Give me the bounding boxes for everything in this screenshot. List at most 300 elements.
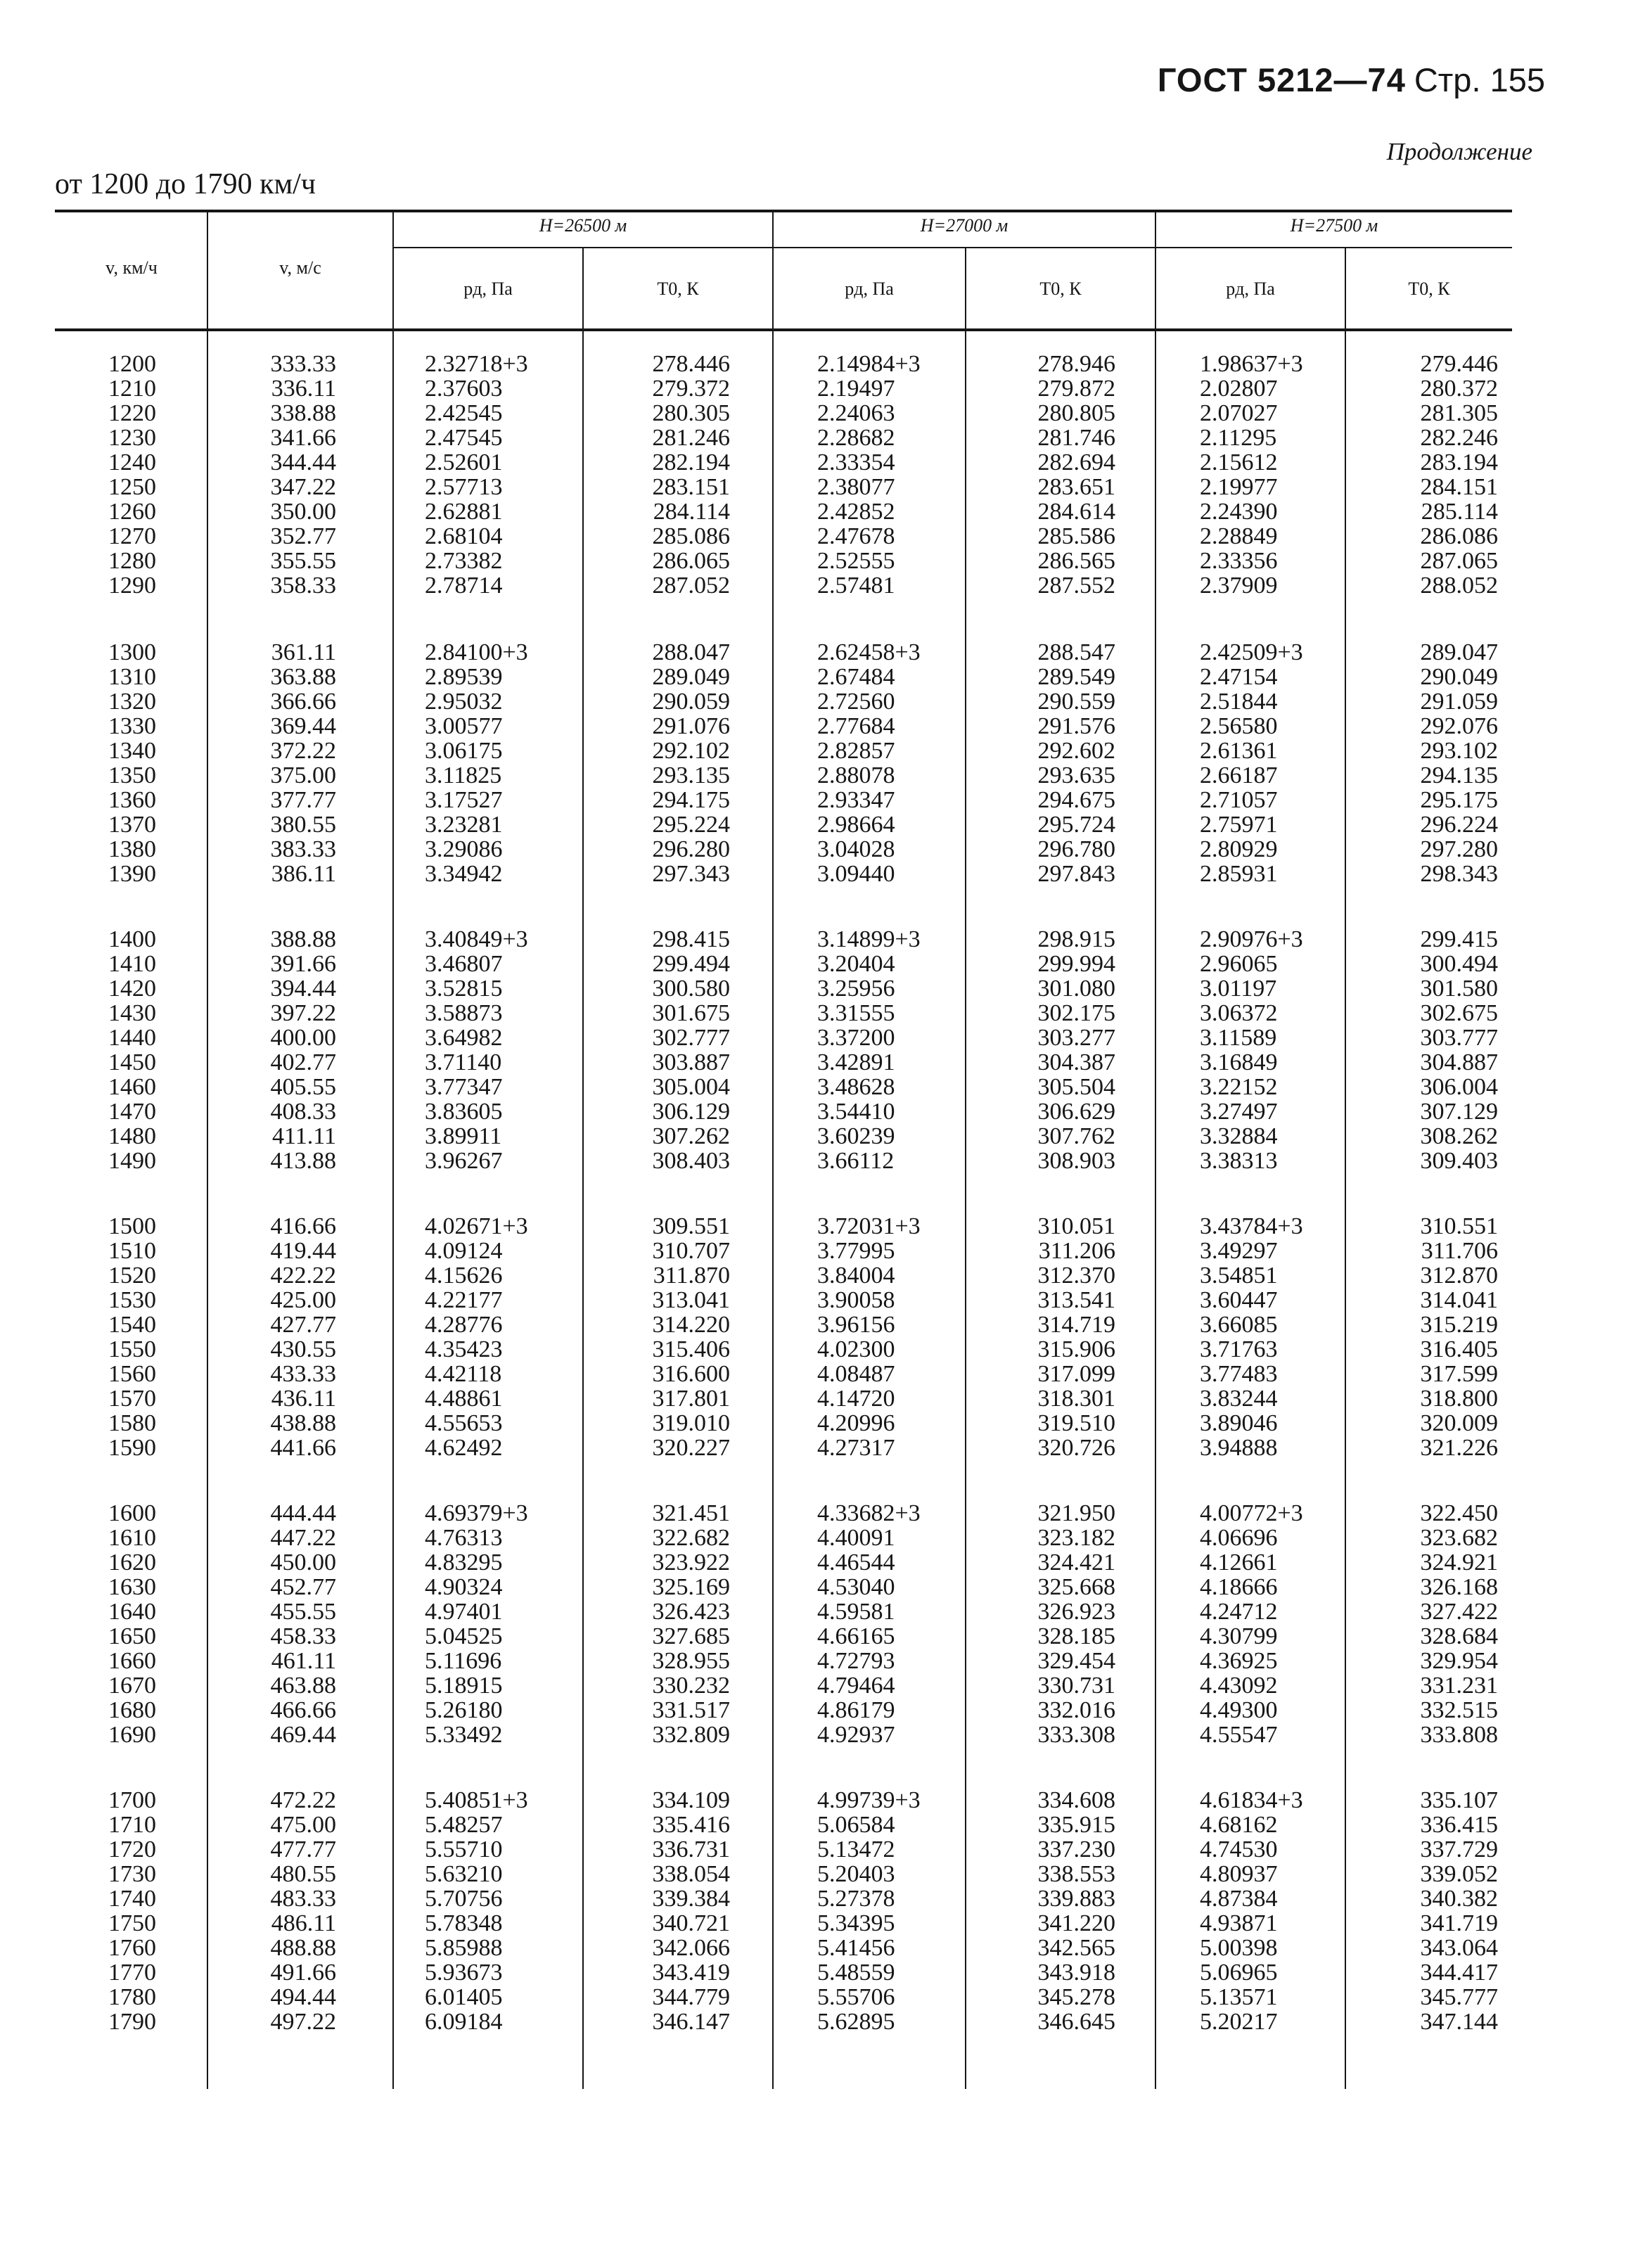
table-column-block — [584, 1501, 730, 1747]
pressure-h27500-cell: 5.20217 — [1200, 2009, 1278, 2035]
temperature-h27500-cell: 296.224 — [1420, 812, 1498, 838]
temperature-h27500-cell: 339.052 — [1420, 1861, 1498, 1887]
pressure-h27500-cell: 4.00772+3 — [1200, 1500, 1303, 1526]
pressure-h26500-cell: 2.95032 — [425, 689, 503, 715]
speed-ms-cell: 386.11 — [271, 861, 336, 887]
temperature-h27500-cell: 301.580 — [1420, 976, 1498, 1002]
col-header-pressure: pд, Па — [845, 279, 894, 299]
group-header-h26500 — [394, 215, 772, 236]
temperature-h26500-cell: 297.343 — [652, 861, 730, 887]
temperature-h27500-cell: 327.422 — [1420, 1599, 1498, 1625]
pressure-h27000-cell: 3.04028 — [817, 836, 895, 862]
temperature-h26500-cell: 284.114 — [653, 499, 730, 525]
pressure-h27000-cell: 2.67484 — [817, 664, 895, 690]
temperature-h27500-cell: 308.262 — [1420, 1123, 1498, 1149]
pressure-h26500-cell: 3.77347 — [425, 1074, 503, 1100]
table-column-block — [966, 640, 1115, 886]
pressure-h27000-cell: 5.27378 — [817, 1886, 895, 1912]
table-column-block — [56, 640, 156, 886]
speed-ms-cell: 491.66 — [270, 1960, 336, 1986]
pressure-h26500-cell: 4.69379+3 — [425, 1500, 528, 1526]
speed-kmh-cell: 1780 — [108, 1984, 156, 2010]
speed-kmh-cell: 1670 — [108, 1673, 156, 1699]
pressure-h26500-cell: 3.89911 — [425, 1123, 502, 1149]
temperature-h26500-cell: 314.220 — [652, 1312, 730, 1338]
table-column-block — [56, 1788, 156, 2034]
temperature-h26500-cell: 292.102 — [652, 738, 730, 764]
speed-ms-cell: 494.44 — [270, 1984, 336, 2010]
speed-ms-cell: 394.44 — [270, 976, 336, 1002]
pressure-h27000-cell: 2.77684 — [817, 713, 895, 739]
temperature-h27500-cell: 307.129 — [1420, 1099, 1498, 1125]
temperature-h27000-cell: 290.559 — [1037, 689, 1115, 715]
temperature-h26500-cell: 323.922 — [652, 1549, 730, 1576]
temperature-h27000-cell: 328.185 — [1037, 1623, 1115, 1649]
speed-kmh-cell: 1320 — [108, 689, 156, 715]
temperature-h26500-cell: 280.305 — [652, 400, 730, 426]
temperature-h27000-cell: 286.565 — [1037, 548, 1115, 574]
temperature-h27500-cell: 279.446 — [1420, 351, 1498, 377]
temperature-h26500-cell: 339.384 — [652, 1886, 730, 1912]
speed-ms-cell: 388.88 — [270, 926, 336, 952]
temperature-h27500-cell: 314.041 — [1420, 1287, 1498, 1313]
pressure-h27500-cell: 3.22152 — [1200, 1074, 1278, 1100]
pressure-h26500-cell: 4.62492 — [425, 1435, 503, 1461]
speed-kmh-cell: 1490 — [108, 1148, 156, 1174]
temperature-h26500-cell: 308.403 — [652, 1148, 730, 1174]
temperature-h27500-cell: 345.777 — [1420, 1984, 1498, 2010]
temperature-h26500-cell: 321.451 — [652, 1500, 730, 1526]
pressure-h27000-cell: 4.27317 — [817, 1435, 895, 1461]
temperature-h27000-cell: 329.454 — [1037, 1648, 1115, 1674]
speed-ms-cell: 422.22 — [270, 1263, 336, 1289]
temperature-h26500-cell: 331.517 — [652, 1697, 730, 1723]
pressure-h27500-cell: 2.37909 — [1200, 573, 1278, 599]
table-column-block — [425, 352, 580, 598]
pressure-h27000-cell: 4.02300 — [817, 1336, 895, 1362]
column-divider — [772, 211, 774, 2089]
temperature-h26500-cell: 317.801 — [652, 1386, 730, 1412]
table-column-block — [425, 640, 580, 886]
temperature-h27000-cell: 334.608 — [1037, 1787, 1115, 1813]
temperature-h27000-cell: 323.182 — [1037, 1525, 1115, 1551]
pressure-h26500-cell: 2.52601 — [425, 449, 503, 475]
pressure-h27500-cell: 2.56580 — [1200, 713, 1278, 739]
pressure-h27000-cell: 4.66165 — [817, 1623, 895, 1649]
pressure-h26500-cell: 2.42545 — [425, 400, 503, 426]
table-column-block — [211, 352, 336, 598]
speed-kmh-cell: 1420 — [108, 976, 156, 1002]
temperature-h26500-cell: 311.870 — [653, 1263, 730, 1289]
speed-kmh-cell: 1620 — [108, 1549, 156, 1576]
temperature-h27000-cell: 337.230 — [1037, 1836, 1115, 1862]
pressure-h27500-cell: 3.94888 — [1200, 1435, 1278, 1461]
temperature-h27500-cell: 294.135 — [1420, 762, 1498, 788]
pressure-h27000-cell: 2.82857 — [817, 738, 895, 764]
temperature-h27000-cell: 320.726 — [1037, 1435, 1115, 1461]
speed-kmh-cell: 1630 — [108, 1574, 156, 1600]
temperature-h27000-cell: 333.308 — [1037, 1722, 1115, 1748]
pressure-h27000-cell: 5.13472 — [817, 1836, 895, 1862]
temperature-h27000-cell: 317.099 — [1037, 1361, 1115, 1387]
pressure-h27000-cell: 5.06584 — [817, 1812, 895, 1838]
temperature-h26500-cell: 340.721 — [652, 1910, 730, 1936]
temperature-h26500-cell: 278.446 — [652, 351, 730, 377]
temperature-h26500-cell: 288.047 — [652, 639, 730, 665]
pressure-h26500-cell: 4.76313 — [425, 1525, 503, 1551]
pressure-h27500-cell: 2.19977 — [1200, 474, 1278, 500]
temperature-h27000-cell: 318.301 — [1037, 1386, 1115, 1412]
temperature-h27500-cell: 302.675 — [1420, 1000, 1498, 1026]
speed-kmh-cell: 1360 — [108, 787, 156, 813]
table-column-block — [584, 927, 730, 1173]
pressure-h27000-cell: 2.98664 — [817, 812, 895, 838]
speed-kmh-cell: 1640 — [108, 1599, 156, 1625]
pressure-h27500-cell: 4.36925 — [1200, 1648, 1278, 1674]
temperature-h27500-cell: 295.175 — [1420, 787, 1498, 813]
temperature-h26500-cell: 281.246 — [652, 425, 730, 451]
speed-kmh-cell: 1610 — [108, 1525, 156, 1551]
temperature-h27000-cell: 281.746 — [1037, 425, 1115, 451]
temperature-h27000-cell: 295.724 — [1037, 812, 1115, 838]
speed-ms-cell: 441.66 — [270, 1435, 336, 1461]
group-header-h27000 — [774, 215, 1155, 236]
temperature-h27000-cell: 343.918 — [1037, 1960, 1115, 1986]
temperature-h26500-cell: 315.406 — [652, 1336, 730, 1362]
table-column-block — [1200, 927, 1345, 1173]
temperature-h27500-cell: 323.682 — [1420, 1525, 1498, 1551]
pressure-h27500-cell: 4.61834+3 — [1200, 1787, 1303, 1813]
temperature-h27000-cell: 301.080 — [1037, 976, 1115, 1002]
speed-kmh-cell: 1410 — [108, 951, 156, 977]
temperature-h27500-cell: 288.052 — [1420, 573, 1498, 599]
pressure-h27500-cell: 2.33356 — [1200, 548, 1278, 574]
temperature-h27500-cell: 321.226 — [1420, 1435, 1498, 1461]
table-column-block — [56, 1214, 156, 1460]
temperature-h27500-cell: 328.684 — [1420, 1623, 1498, 1649]
speed-ms-cell: 333.33 — [270, 351, 336, 377]
table-column-block — [1346, 640, 1498, 886]
pressure-h26500-cell: 5.55710 — [425, 1836, 503, 1862]
pressure-h27000-cell: 5.55706 — [817, 1984, 895, 2010]
speed-ms-cell: 391.66 — [270, 951, 336, 977]
pressure-h27000-cell: 4.72793 — [817, 1648, 895, 1674]
pressure-h27500-cell: 2.51844 — [1200, 689, 1278, 715]
temperature-h26500-cell: 313.041 — [652, 1287, 730, 1313]
pressure-h27000-cell: 3.66112 — [817, 1148, 895, 1174]
table-column-block — [425, 927, 580, 1173]
pressure-h26500-cell: 5.85988 — [425, 1935, 503, 1961]
pressure-h27500-cell: 4.12661 — [1200, 1549, 1278, 1576]
pressure-h27500-cell: 4.55547 — [1200, 1722, 1278, 1748]
pressure-h27500-cell: 2.80929 — [1200, 836, 1278, 862]
temperature-h27000-cell: 342.565 — [1037, 1935, 1115, 1961]
speed-ms-cell: 397.22 — [270, 1000, 336, 1026]
pressure-h26500-cell: 4.55653 — [425, 1410, 503, 1436]
temperature-h27000-cell: 341.220 — [1037, 1910, 1115, 1936]
speed-ms-cell: 405.55 — [270, 1074, 336, 1100]
temperature-h27000-cell: 288.547 — [1037, 639, 1115, 665]
table-column-block — [584, 1214, 730, 1460]
pressure-h27000-cell: 4.79464 — [817, 1673, 895, 1699]
speed-kmh-cell: 1440 — [108, 1025, 156, 1051]
table-column-block — [1200, 1214, 1345, 1460]
pressure-h26500-cell: 5.33492 — [425, 1722, 503, 1748]
temperature-h26500-cell: 283.151 — [652, 474, 730, 500]
speed-ms-cell: 475.00 — [270, 1812, 336, 1838]
pressure-h27000-cell: 4.53040 — [817, 1574, 895, 1600]
temperature-h27000-cell: 324.421 — [1037, 1549, 1115, 1576]
speed-ms-cell: 438.88 — [270, 1410, 336, 1436]
temperature-h27000-cell: 313.541 — [1037, 1287, 1115, 1313]
pressure-h27000-cell: 3.96156 — [817, 1312, 895, 1338]
pressure-h27500-cell: 4.49300 — [1200, 1697, 1278, 1723]
pressure-h26500-cell: 3.34942 — [425, 861, 503, 887]
temperature-h27500-cell: 283.194 — [1420, 449, 1498, 475]
speed-ms-cell: 375.00 — [270, 762, 336, 788]
col-header-v-kmh: v, км/ч — [105, 257, 158, 278]
speed-ms-cell: 477.77 — [270, 1836, 336, 1862]
temperature-h27000-cell: 306.629 — [1037, 1099, 1115, 1125]
speed-ms-cell: 347.22 — [270, 474, 336, 500]
pressure-h26500-cell: 2.73382 — [425, 548, 503, 574]
temperature-h26500-cell: 306.129 — [652, 1099, 730, 1125]
speed-kmh-cell: 1390 — [108, 861, 156, 887]
pressure-h26500-cell: 6.09184 — [425, 2009, 503, 2035]
pressure-h27500-cell: 3.77483 — [1200, 1361, 1278, 1387]
speed-kmh-cell: 1210 — [108, 376, 156, 402]
speed-ms-cell: 452.77 — [270, 1574, 336, 1600]
pressure-h26500-cell: 4.48861 — [425, 1386, 503, 1412]
table-column-block — [817, 927, 965, 1173]
temperature-h26500-cell: 330.232 — [652, 1673, 730, 1699]
temperature-h27500-cell: 304.887 — [1420, 1049, 1498, 1075]
pressure-h27500-cell: 4.18666 — [1200, 1574, 1278, 1600]
temperature-h26500-cell: 279.372 — [652, 376, 730, 402]
group-header-rule — [392, 247, 772, 248]
pressure-h26500-cell: 2.62881 — [425, 499, 503, 525]
speed-ms-cell: 369.44 — [270, 713, 336, 739]
pressure-h26500-cell: 3.83605 — [425, 1099, 503, 1125]
speed-kmh-cell: 1540 — [108, 1312, 156, 1338]
temperature-h27000-cell: 315.906 — [1037, 1336, 1115, 1362]
temperature-h27500-cell: 297.280 — [1420, 836, 1498, 862]
speed-kmh-cell: 1280 — [108, 548, 156, 574]
temperature-h27500-cell: 281.305 — [1420, 400, 1498, 426]
speed-ms-cell: 450.00 — [270, 1549, 336, 1576]
speed-kmh-cell: 1710 — [108, 1812, 156, 1838]
pressure-h27500-cell: 2.75971 — [1200, 812, 1278, 838]
temperature-h27500-cell: 331.231 — [1420, 1673, 1498, 1699]
pressure-h27000-cell: 4.86179 — [817, 1697, 895, 1723]
temperature-h27500-cell: 335.107 — [1420, 1787, 1498, 1813]
temperature-h27500-cell: 291.059 — [1420, 689, 1498, 715]
speed-ms-cell: 461.11 — [271, 1648, 336, 1674]
pressure-h27000-cell: 4.99739+3 — [817, 1787, 921, 1813]
pressure-h27500-cell: 4.93871 — [1200, 1910, 1278, 1936]
pressure-h26500-cell: 3.71140 — [425, 1049, 502, 1075]
pressure-h27500-cell: 2.71057 — [1200, 787, 1278, 813]
speed-ms-cell: 455.55 — [270, 1599, 336, 1625]
temperature-h27000-cell: 280.805 — [1037, 400, 1115, 426]
pressure-h27500-cell: 2.07027 — [1200, 400, 1278, 426]
pressure-h27500-cell: 3.16849 — [1200, 1049, 1278, 1075]
temperature-h26500-cell: 326.423 — [652, 1599, 730, 1625]
speed-kmh-cell: 1740 — [108, 1886, 156, 1912]
temperature-h26500-cell: 338.054 — [652, 1861, 730, 1887]
table-column-block — [1200, 1788, 1345, 2034]
speed-ms-cell: 483.33 — [270, 1886, 336, 1912]
speed-ms-cell: 447.22 — [270, 1525, 336, 1551]
speed-kmh-cell: 1350 — [108, 762, 156, 788]
temperature-h27000-cell: 308.903 — [1037, 1148, 1115, 1174]
pressure-h27500-cell: 3.66085 — [1200, 1312, 1278, 1338]
pressure-h26500-cell: 2.32718+3 — [425, 351, 528, 377]
pressure-h26500-cell: 3.23281 — [425, 812, 503, 838]
temperature-h27500-cell: 312.870 — [1420, 1263, 1498, 1289]
temperature-h26500-cell: 296.280 — [652, 836, 730, 862]
temperature-h26500-cell: 286.065 — [652, 548, 730, 574]
temperature-h27000-cell: 285.586 — [1037, 523, 1115, 549]
pressure-h27000-cell: 3.60239 — [817, 1123, 895, 1149]
temperature-h27500-cell: 287.065 — [1420, 548, 1498, 574]
speed-kmh-cell: 1380 — [108, 836, 156, 862]
speed-kmh-cell: 1290 — [108, 573, 156, 599]
temperature-h26500-cell: 307.262 — [652, 1123, 730, 1149]
table-column-block — [1346, 1501, 1498, 1747]
temperature-h27000-cell: 279.872 — [1037, 376, 1115, 402]
temperature-h27500-cell: 316.405 — [1420, 1336, 1498, 1362]
col-header-temperature: T0, К — [657, 279, 699, 299]
speed-ms-cell: 466.66 — [270, 1697, 336, 1723]
altitude-label: H=27000 м — [920, 215, 1009, 236]
pressure-h26500-cell: 5.70756 — [425, 1886, 503, 1912]
temperature-h27500-cell: 285.114 — [1421, 499, 1498, 525]
speed-ms-cell: 350.00 — [270, 499, 336, 525]
speed-kmh-cell: 1310 — [108, 664, 156, 690]
pressure-h26500-cell: 4.28776 — [425, 1312, 503, 1338]
speed-ms-cell: 433.33 — [270, 1361, 336, 1387]
table-column-block — [211, 1788, 336, 2034]
speed-ms-cell: 486.11 — [271, 1910, 336, 1936]
speed-ms-cell: 436.11 — [271, 1386, 336, 1412]
pressure-h27000-cell: 4.46544 — [817, 1549, 895, 1576]
speed-kmh-cell: 1430 — [108, 1000, 156, 1026]
temperature-h27000-cell: 296.780 — [1037, 836, 1115, 862]
temperature-h27500-cell: 320.009 — [1420, 1410, 1498, 1436]
pressure-h27500-cell: 3.27497 — [1200, 1099, 1278, 1125]
temperature-h26500-cell: 290.059 — [652, 689, 730, 715]
table-column-block — [1346, 352, 1498, 598]
temperature-h27000-cell: 312.370 — [1037, 1263, 1115, 1289]
temperature-h26500-cell: 346.147 — [652, 2009, 730, 2035]
speed-ms-cell: 472.22 — [270, 1787, 336, 1813]
pressure-h27000-cell: 3.09440 — [817, 861, 895, 887]
temperature-h27500-cell: 310.551 — [1420, 1213, 1498, 1239]
pressure-h27500-cell: 3.38313 — [1200, 1148, 1278, 1174]
temperature-h27500-cell: 298.343 — [1420, 861, 1498, 887]
table-column-block — [56, 1501, 156, 1747]
table-column-block — [425, 1788, 580, 2034]
temperature-h27500-cell: 332.515 — [1420, 1697, 1498, 1723]
speed-kmh-cell: 1470 — [108, 1099, 156, 1125]
speed-kmh-cell: 1330 — [108, 713, 156, 739]
temperature-h27000-cell: 299.994 — [1037, 951, 1115, 977]
pressure-h26500-cell: 3.40849+3 — [425, 926, 528, 952]
speed-range-title: от 1200 до 1790 км/ч — [55, 168, 316, 200]
pressure-h27000-cell: 4.14720 — [817, 1386, 895, 1412]
standard-number: ГОСТ 5212—74 — [1157, 61, 1406, 98]
pressure-h27500-cell: 3.54851 — [1200, 1263, 1278, 1289]
temperature-h27500-cell: 299.415 — [1420, 926, 1498, 952]
temperature-h27000-cell: 283.651 — [1037, 474, 1115, 500]
speed-ms-cell: 419.44 — [270, 1238, 336, 1264]
page-header — [1158, 60, 1545, 100]
speed-ms-cell: 366.66 — [270, 689, 336, 715]
pressure-h26500-cell: 2.47545 — [425, 425, 503, 451]
speed-kmh-cell: 1690 — [108, 1722, 156, 1748]
table-column-block — [584, 352, 730, 598]
speed-kmh-cell: 1760 — [108, 1935, 156, 1961]
pressure-h27500-cell: 2.66187 — [1200, 762, 1278, 788]
temperature-h27500-cell: 343.064 — [1420, 1935, 1498, 1961]
temperature-h26500-cell: 309.551 — [652, 1213, 730, 1239]
speed-kmh-cell: 1730 — [108, 1861, 156, 1887]
temperature-h27000-cell: 305.504 — [1037, 1074, 1115, 1100]
temperature-h27000-cell: 278.946 — [1037, 351, 1115, 377]
speed-kmh-cell: 1590 — [108, 1435, 156, 1461]
temperature-h27500-cell: 309.403 — [1420, 1148, 1498, 1174]
temperature-h27000-cell: 297.843 — [1037, 861, 1115, 887]
pressure-h27000-cell: 4.08487 — [817, 1361, 895, 1387]
temperature-h27500-cell: 280.372 — [1420, 376, 1498, 402]
table-column-block — [966, 352, 1115, 598]
speed-kmh-cell: 1570 — [108, 1386, 156, 1412]
pressure-h27500-cell: 3.32884 — [1200, 1123, 1278, 1149]
pressure-h27000-cell: 3.14899+3 — [817, 926, 921, 952]
speed-ms-cell: 341.66 — [270, 425, 336, 451]
continuation-note: Продолжение — [1386, 138, 1532, 165]
temperature-h27500-cell: 318.800 — [1420, 1386, 1498, 1412]
temperature-h26500-cell: 287.052 — [652, 573, 730, 599]
pressure-h27500-cell: 4.80937 — [1200, 1861, 1278, 1887]
pressure-h27000-cell: 2.47678 — [817, 523, 895, 549]
pressure-h27500-cell: 2.42509+3 — [1200, 639, 1303, 665]
speed-ms-cell: 372.22 — [270, 738, 336, 764]
temperature-h26500-cell: 319.010 — [652, 1410, 730, 1436]
column-divider — [207, 211, 208, 2089]
pressure-h26500-cell: 5.26180 — [425, 1697, 503, 1723]
speed-kmh-cell: 1520 — [108, 1263, 156, 1289]
temperature-h27500-cell: 300.494 — [1420, 951, 1498, 977]
speed-kmh-cell: 1250 — [108, 474, 156, 500]
pressure-h26500-cell: 2.37603 — [425, 376, 503, 402]
pressure-h27000-cell: 4.59581 — [817, 1599, 895, 1625]
pressure-h27500-cell: 3.43784+3 — [1200, 1213, 1303, 1239]
pressure-h27000-cell: 3.31555 — [817, 1000, 895, 1026]
pressure-h26500-cell: 3.96267 — [425, 1148, 503, 1174]
speed-ms-cell: 427.77 — [270, 1312, 336, 1338]
temperature-h27000-cell: 289.549 — [1037, 664, 1115, 690]
pressure-h27000-cell: 2.57481 — [817, 573, 895, 599]
pressure-h26500-cell: 2.68104 — [425, 523, 503, 549]
speed-kmh-cell: 1500 — [108, 1213, 156, 1239]
pressure-h27000-cell: 3.77995 — [817, 1238, 895, 1264]
speed-ms-cell: 413.88 — [270, 1148, 336, 1174]
col-header-v-ms: v, м/с — [279, 257, 321, 278]
pressure-h26500-cell: 4.90324 — [425, 1574, 503, 1600]
speed-ms-cell: 497.22 — [270, 2009, 336, 2035]
